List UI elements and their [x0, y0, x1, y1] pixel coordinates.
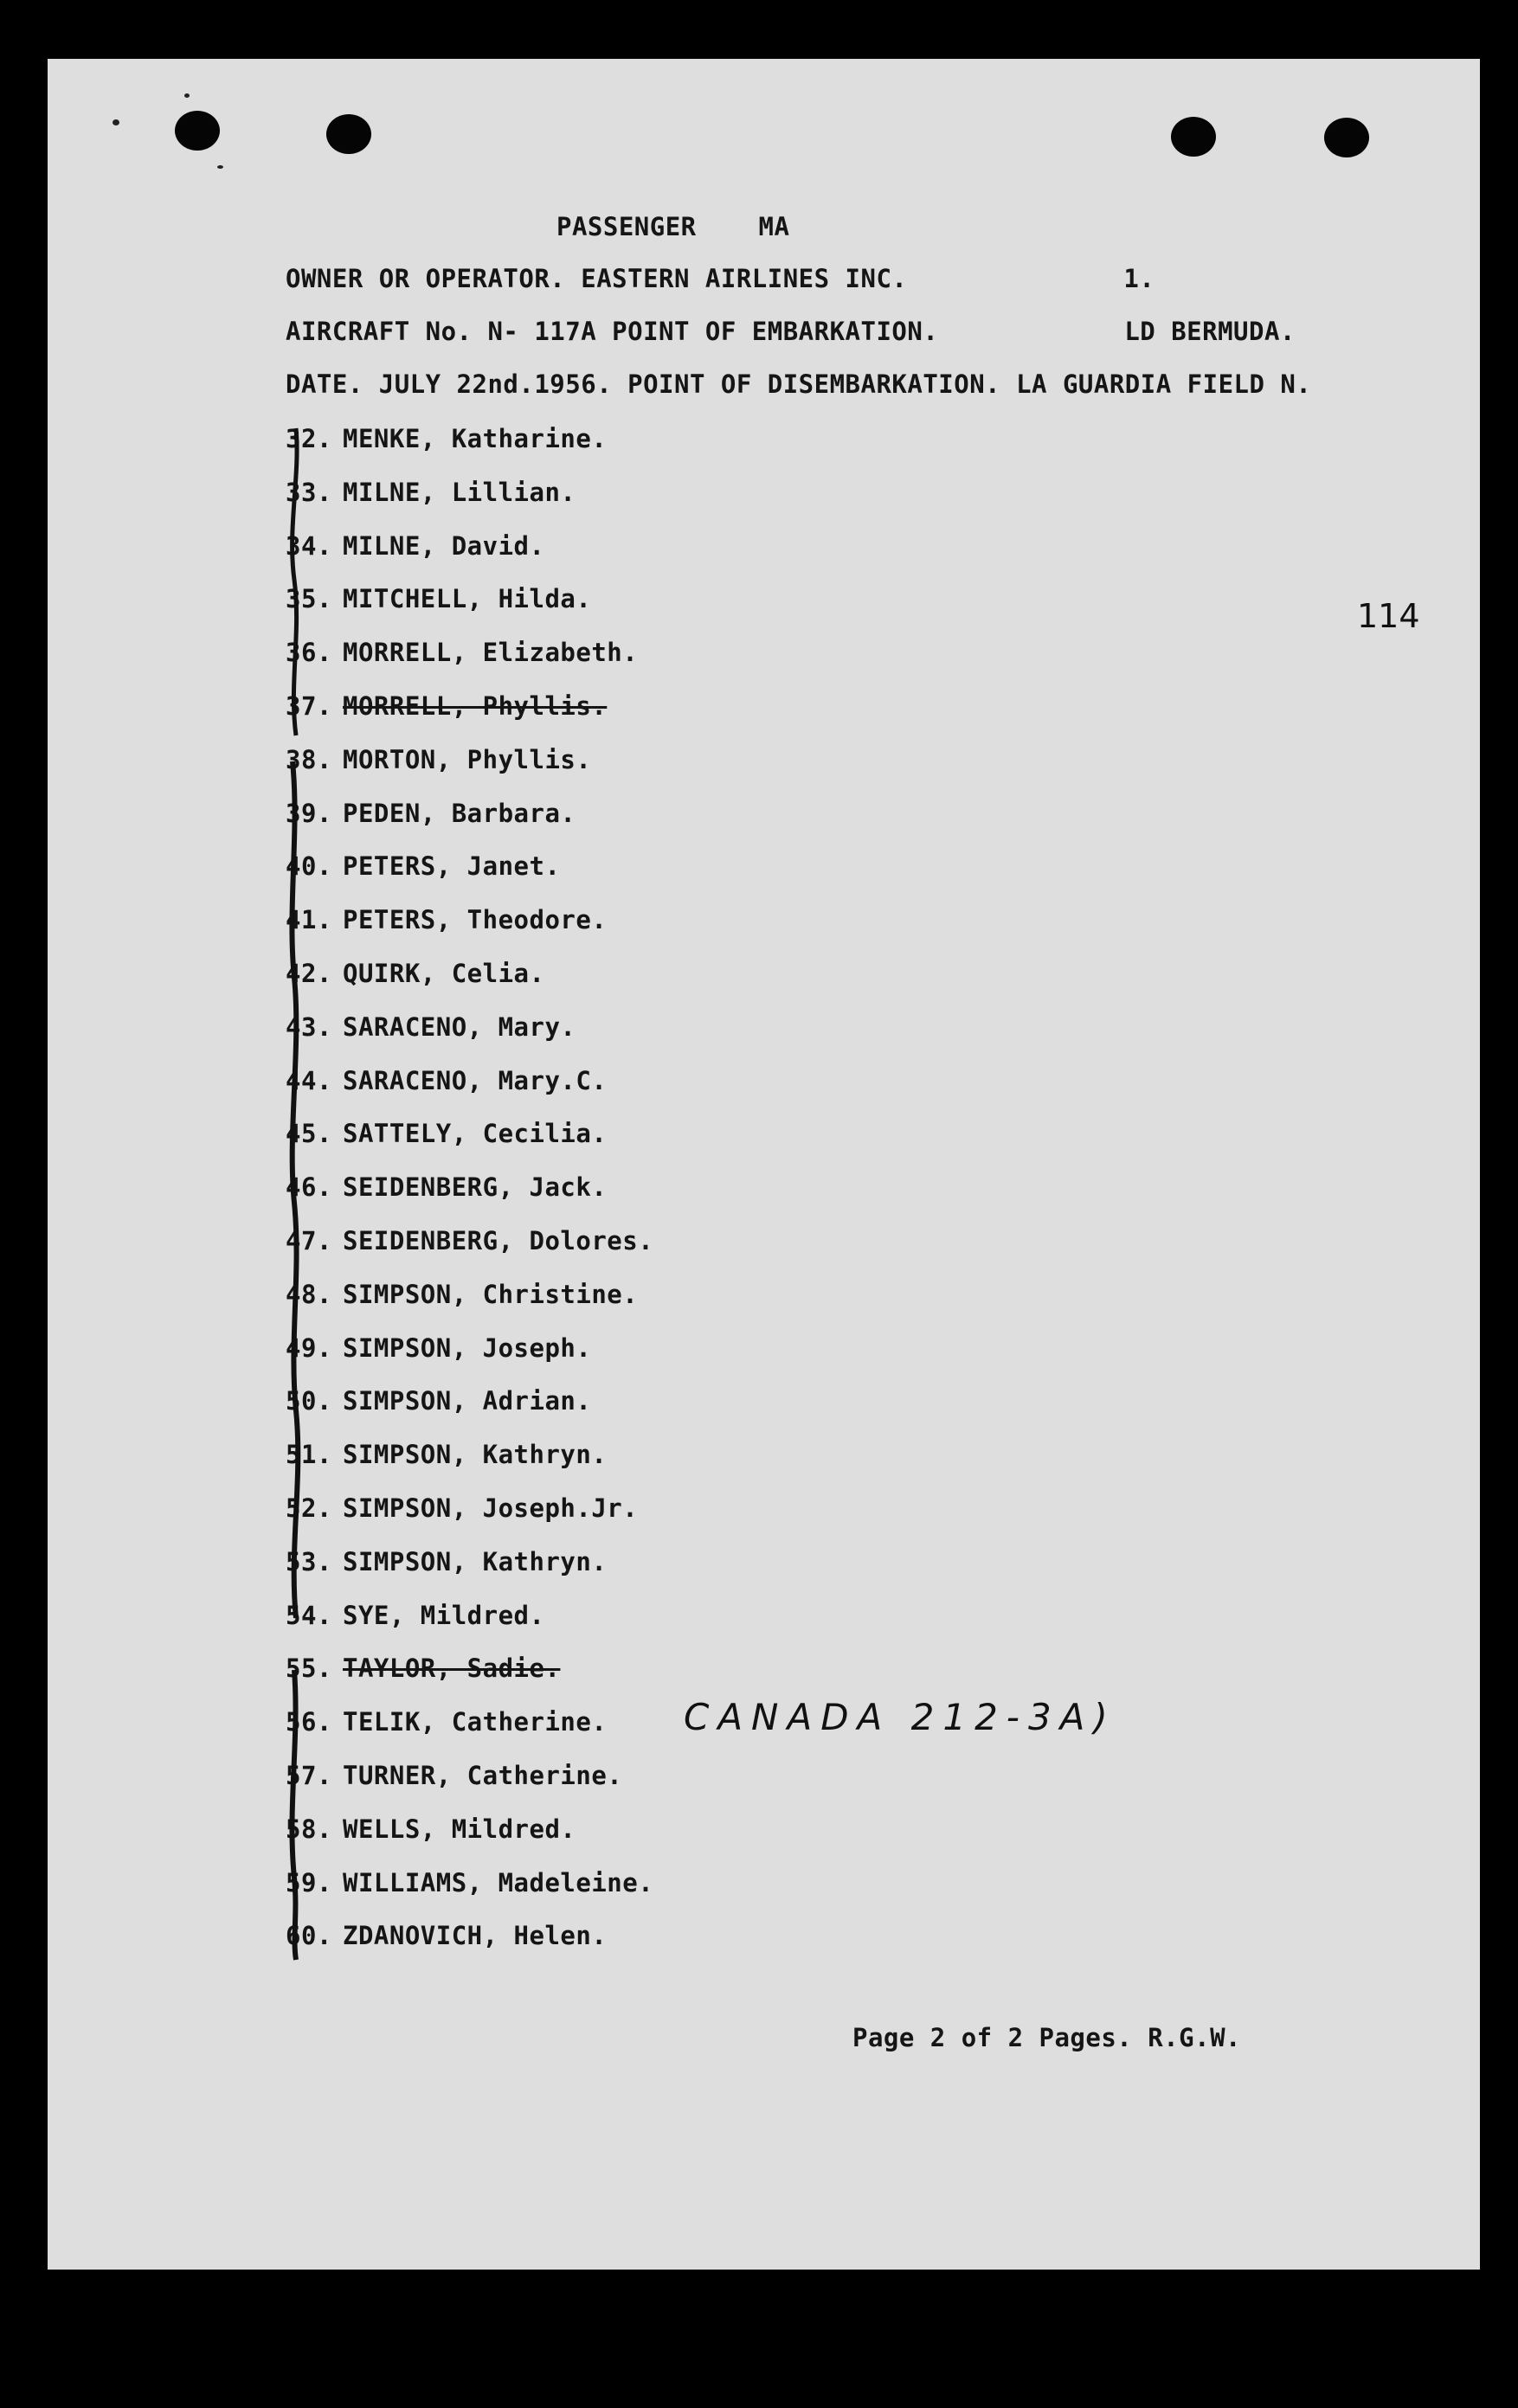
passenger-row	[286, 1440, 607, 1474]
punch-hole	[175, 111, 220, 151]
passenger-number: 37.	[286, 691, 332, 721]
passenger-name: MILNE, David.	[343, 531, 545, 561]
passenger-name: SIMPSON, Joseph.	[343, 1333, 592, 1363]
passenger-number: 55.	[286, 1653, 332, 1683]
passenger-name: SIMPSON, Christine.	[343, 1280, 639, 1309]
passenger-row	[286, 1547, 607, 1582]
passenger-number: 32.	[286, 424, 332, 453]
passenger-row	[286, 1012, 576, 1047]
passenger-row	[286, 1601, 544, 1635]
passenger-name: TELIK, Catherine.	[343, 1707, 608, 1737]
passenger-number: 60.	[286, 1921, 332, 1950]
passenger-row	[286, 1333, 591, 1368]
passenger-name: SARACENO, Mary.	[343, 1012, 576, 1042]
passenger-name: ZDANOVICH, Helen.	[343, 1921, 608, 1950]
passenger-name: SIMPSON, Kathryn.	[343, 1440, 608, 1469]
passenger-number: 45.	[286, 1119, 332, 1148]
passenger-name: PEDEN, Barbara.	[343, 799, 576, 828]
passenger-row	[286, 1386, 591, 1421]
passenger-number: 41.	[286, 905, 332, 934]
passenger-name: SARACENO, Mary.C.	[343, 1066, 608, 1095]
manifest-title: PASSENGER MA	[556, 212, 790, 241]
passenger-row	[286, 691, 607, 726]
speck	[217, 165, 223, 169]
handwritten-note: CANADA 212-3A)	[684, 1696, 1116, 1738]
passenger-row	[286, 1814, 576, 1849]
passenger-number: 50.	[286, 1386, 332, 1416]
passenger-row	[286, 1653, 560, 1688]
passenger-number: 40.	[286, 851, 332, 881]
passenger-row	[286, 478, 576, 512]
passenger-row	[286, 584, 591, 619]
passenger-name: PETERS, Janet.	[343, 851, 561, 881]
passenger-row	[286, 905, 607, 940]
passenger-number: 47.	[286, 1226, 332, 1255]
passenger-number: 57.	[286, 1761, 332, 1790]
passenger-row	[286, 851, 560, 886]
passenger-name: MORRELL, Elizabeth.	[343, 638, 639, 667]
passenger-name: TURNER, Catherine.	[343, 1761, 623, 1790]
passenger-name: SIMPSON, Adrian.	[343, 1386, 592, 1416]
passenger-number: 52.	[286, 1493, 332, 1523]
speck	[184, 93, 190, 98]
passenger-number: 46.	[286, 1172, 332, 1202]
passenger-number: 51.	[286, 1440, 332, 1469]
passenger-row	[286, 531, 544, 566]
handwritten-tick-column	[279, 424, 313, 1964]
punch-hole	[1171, 117, 1216, 157]
passenger-name: MITCHELL, Hilda.	[343, 584, 592, 613]
passenger-row	[286, 959, 544, 993]
passenger-name: MORTON, Phyllis.	[343, 745, 592, 774]
passenger-row	[286, 1868, 653, 1903]
passenger-name: PETERS, Theodore.	[343, 905, 608, 934]
aircraft-line: AIRCRAFT No. N- 117A POINT OF EMBARKATION. LD BERMUDA.	[286, 317, 1296, 346]
passenger-name: SATTELY, Cecilia.	[343, 1119, 608, 1148]
passenger-row	[286, 1172, 607, 1207]
passenger-row	[286, 1493, 638, 1528]
passenger-number: 39.	[286, 799, 332, 828]
punch-hole	[326, 114, 371, 154]
passenger-number: 49.	[286, 1333, 332, 1363]
speck	[113, 119, 119, 125]
passenger-row	[286, 638, 638, 672]
passenger-row	[286, 1761, 622, 1795]
page-footer: Page 2 of 2 Pages. R.G.W.	[852, 2023, 1241, 2052]
passenger-number: 38.	[286, 745, 332, 774]
passenger-row	[286, 1119, 607, 1153]
owner-line: OWNER OR OPERATOR. EASTERN AIRLINES INC. 1.	[286, 264, 1155, 293]
passenger-row	[286, 1707, 607, 1742]
passenger-name: SIMPSON, Joseph.Jr.	[343, 1493, 639, 1523]
passenger-name: MORRELL, Phyllis.	[343, 691, 608, 721]
passenger-number: 48.	[286, 1280, 332, 1309]
passenger-row	[286, 1921, 607, 1955]
punch-hole	[1324, 118, 1369, 157]
date-line: DATE. JULY 22nd.1956. POINT OF DISEMBARKATION. LA GUARDIA FIELD N.	[286, 369, 1312, 399]
passenger-number: 54.	[286, 1601, 332, 1630]
passenger-row	[286, 799, 576, 833]
passenger-name: TAYLOR, Sadie.	[343, 1653, 561, 1683]
passenger-name: QUIRK, Celia.	[343, 959, 545, 988]
passenger-row	[286, 1280, 638, 1314]
passenger-row	[286, 1226, 653, 1261]
passenger-number: 56.	[286, 1707, 332, 1737]
passenger-name: SEIDENBERG, Dolores.	[343, 1226, 654, 1255]
passenger-name: WELLS, Mildred.	[343, 1814, 576, 1844]
passenger-name: SIMPSON, Kathryn.	[343, 1547, 608, 1576]
passenger-row	[286, 1066, 607, 1101]
passenger-number: 35.	[286, 584, 332, 613]
passenger-number: 59.	[286, 1868, 332, 1898]
passenger-name: WILLIAMS, Madeleine.	[343, 1868, 654, 1898]
passenger-number: 53.	[286, 1547, 332, 1576]
passenger-number: 34.	[286, 531, 332, 561]
passenger-number: 44.	[286, 1066, 332, 1095]
passenger-name: SEIDENBERG, Jack.	[343, 1172, 608, 1202]
passenger-number: 43.	[286, 1012, 332, 1042]
page-number: 114	[1357, 597, 1420, 635]
passenger-number: 36.	[286, 638, 332, 667]
passenger-number: 33.	[286, 478, 332, 507]
passenger-number: 58.	[286, 1814, 332, 1844]
passenger-row	[286, 745, 591, 780]
passenger-number: 42.	[286, 959, 332, 988]
passenger-name: SYE, Mildred.	[343, 1601, 545, 1630]
passenger-name: MILNE, Lillian.	[343, 478, 576, 507]
passenger-row	[286, 424, 607, 459]
passenger-name: MENKE, Katharine.	[343, 424, 608, 453]
